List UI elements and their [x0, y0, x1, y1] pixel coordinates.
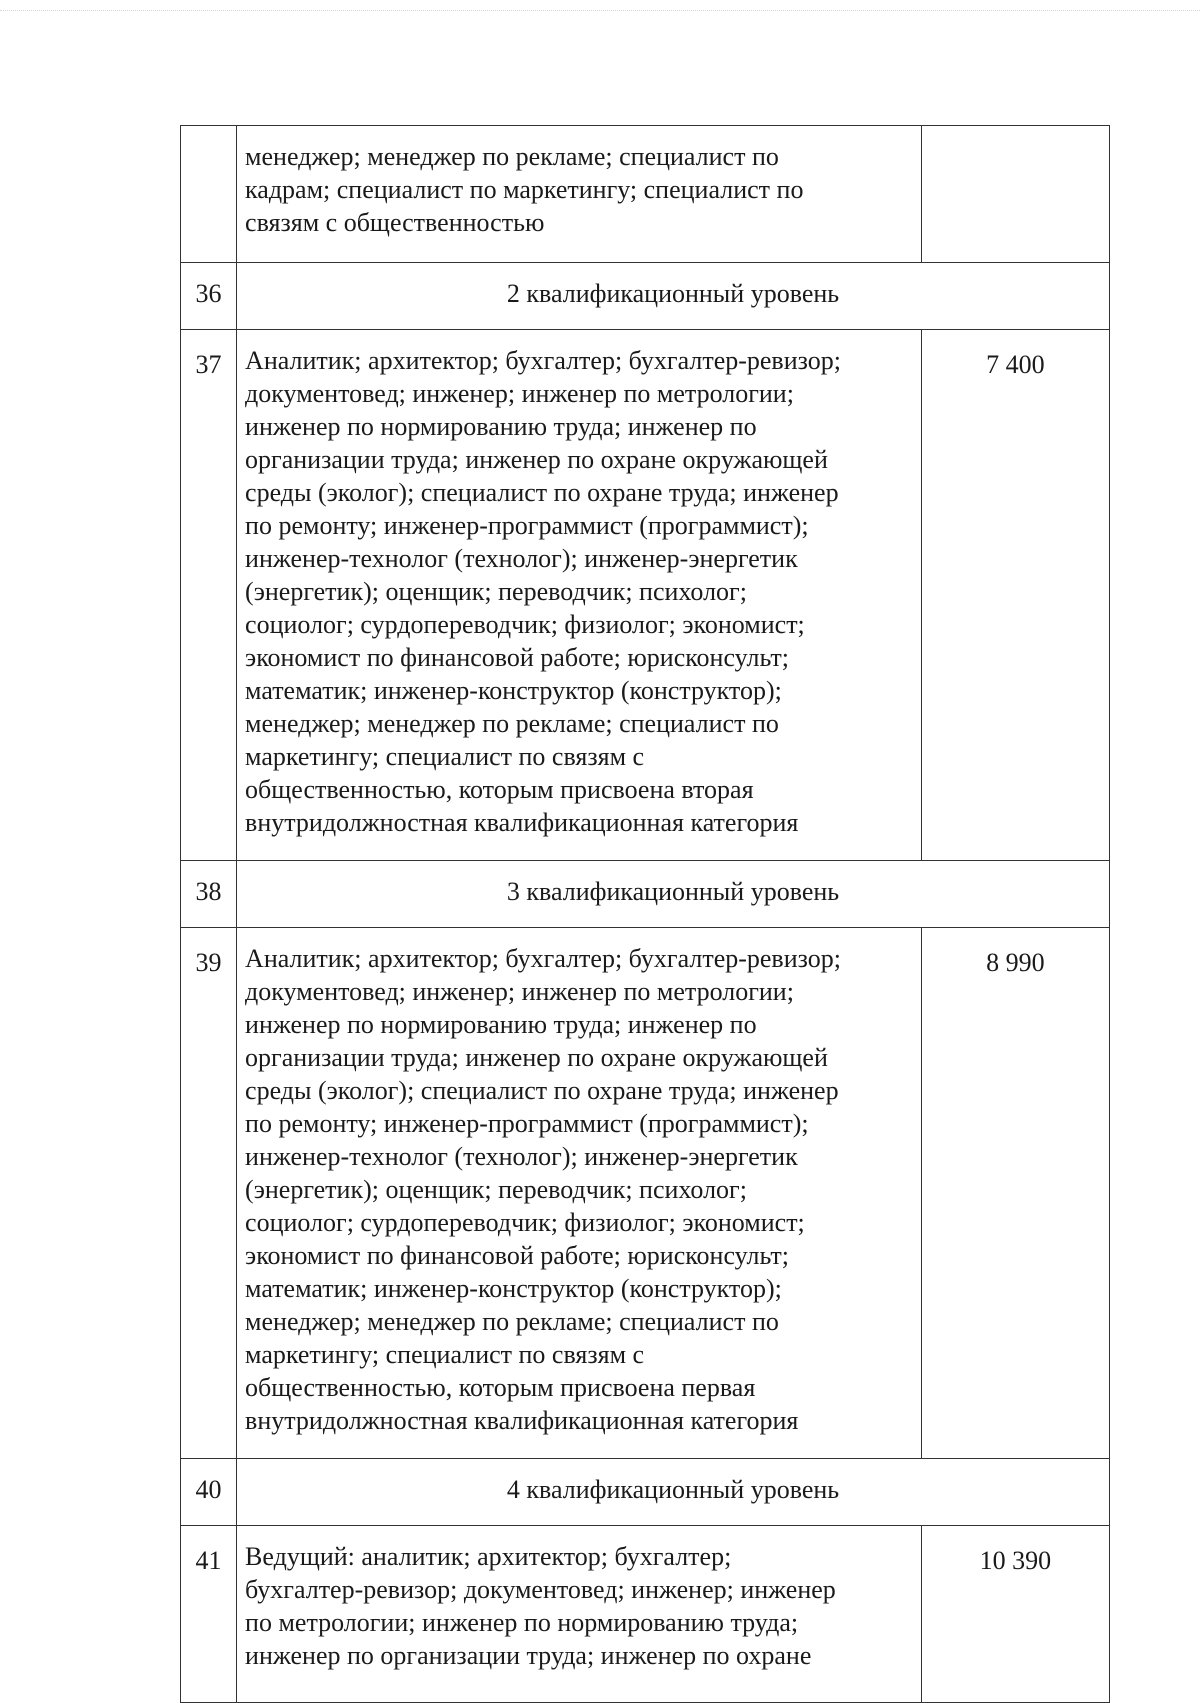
positions-line: менеджер; менеджер по рекламе; специалист по — [245, 142, 779, 171]
qualification-level-title: 3 квалификационный уровень — [237, 861, 1110, 928]
positions-line: менеджер; менеджер по рекламе; специалист по — [245, 709, 779, 738]
page-edge — [0, 10, 1200, 11]
positions-line: менеджер; менеджер по рекламе; специалист по — [245, 1307, 779, 1336]
positions-line: по метрологии; инженер по нормированию труда; — [245, 1608, 799, 1637]
positions-line: бухгалтер-ревизор; документовед; инженер; инженер — [245, 1575, 836, 1604]
salary-amount — [921, 126, 1109, 263]
positions-line: (энергетик); оценщик; переводчик; психолог; — [245, 1175, 747, 1204]
positions-line: экономист по финансовой работе; юрисконсульт; — [245, 643, 789, 672]
row-number: 40 — [181, 1459, 237, 1526]
positions-line: среды (эколог); специалист по охране труда; инженер — [245, 478, 839, 507]
positions-line: социолог; сурдопереводчик; физиолог; экономист; — [245, 1208, 805, 1237]
row-number: 41 — [181, 1526, 237, 1703]
table-row — [181, 330, 1110, 861]
row-number: 38 — [181, 861, 237, 928]
positions-line: Ведущий: аналитик; архитектор; бухгалтер; — [245, 1542, 732, 1571]
qualification-level-title: 2 квалификационный уровень — [237, 263, 1110, 330]
table-row — [181, 1526, 1110, 1703]
positions-line: Аналитик; архитектор; бухгалтер; бухгалтер-ревизор; — [245, 944, 841, 973]
positions-cell — [237, 126, 922, 263]
positions-line: маркетингу; специалист по связям с — [245, 742, 645, 771]
positions-line: связям с общественностью — [245, 208, 545, 237]
positions-line: общественностью, которым присвоена первая — [245, 1373, 756, 1402]
positions-line: математик; инженер-конструктор (конструктор); — [245, 1274, 782, 1303]
positions-line: инженер-технолог (технолог); инженер-энергетик — [245, 544, 798, 573]
positions-line: общественностью, которым присвоена вторая — [245, 775, 754, 804]
salary-amount: 7 400 — [921, 330, 1109, 861]
positions-line: внутридолжностная квалификационная категория — [245, 1406, 799, 1435]
table-row — [181, 126, 1110, 263]
positions-line: Аналитик; архитектор; бухгалтер; бухгалтер-ревизор; — [245, 346, 841, 375]
positions-cell — [237, 928, 922, 1459]
table-row-level — [181, 1459, 1110, 1526]
positions-line: организации труда; инженер по охране окружающей — [245, 445, 828, 474]
salary-table — [180, 125, 1110, 1703]
row-number: 37 — [181, 330, 237, 861]
table-row — [181, 928, 1110, 1459]
positions-line: инженер по нормированию труда; инженер по — [245, 1010, 757, 1039]
positions-line: математик; инженер-конструктор (конструктор); — [245, 676, 782, 705]
positions-line: внутридолжностная квалификационная категория — [245, 808, 799, 837]
qualification-level-title: 4 квалификационный уровень — [237, 1459, 1110, 1526]
positions-line: по ремонту; инженер-программист (программист); — [245, 1109, 809, 1138]
table-row-level — [181, 263, 1110, 330]
positions-line: (энергетик); оценщик; переводчик; психолог; — [245, 577, 747, 606]
positions-cell — [237, 330, 922, 861]
table-row-level — [181, 861, 1110, 928]
row-number: 36 — [181, 263, 237, 330]
row-number: 39 — [181, 928, 237, 1459]
salary-amount: 10 390 — [921, 1526, 1109, 1703]
positions-line: экономист по финансовой работе; юрисконсульт; — [245, 1241, 789, 1270]
positions-line: маркетингу; специалист по связям с — [245, 1340, 645, 1369]
row-number — [181, 126, 237, 263]
positions-cell — [237, 1526, 922, 1703]
positions-line: организации труда; инженер по охране окружающей — [245, 1043, 828, 1072]
positions-line: инженер по организации труда; инженер по охране — [245, 1641, 812, 1670]
positions-line: документовед; инженер; инженер по метрологии; — [245, 977, 794, 1006]
salary-amount: 8 990 — [921, 928, 1109, 1459]
positions-line: инженер-технолог (технолог); инженер-энергетик — [245, 1142, 798, 1171]
positions-line: документовед; инженер; инженер по метрологии; — [245, 379, 794, 408]
positions-line: социолог; сурдопереводчик; физиолог; экономист; — [245, 610, 805, 639]
positions-line: кадрам; специалист по маркетингу; специалист по — [245, 175, 804, 204]
positions-line: по ремонту; инженер-программист (программист); — [245, 511, 809, 540]
positions-line: среды (эколог); специалист по охране труда; инженер — [245, 1076, 839, 1105]
positions-line: инженер по нормированию труда; инженер по — [245, 412, 757, 441]
